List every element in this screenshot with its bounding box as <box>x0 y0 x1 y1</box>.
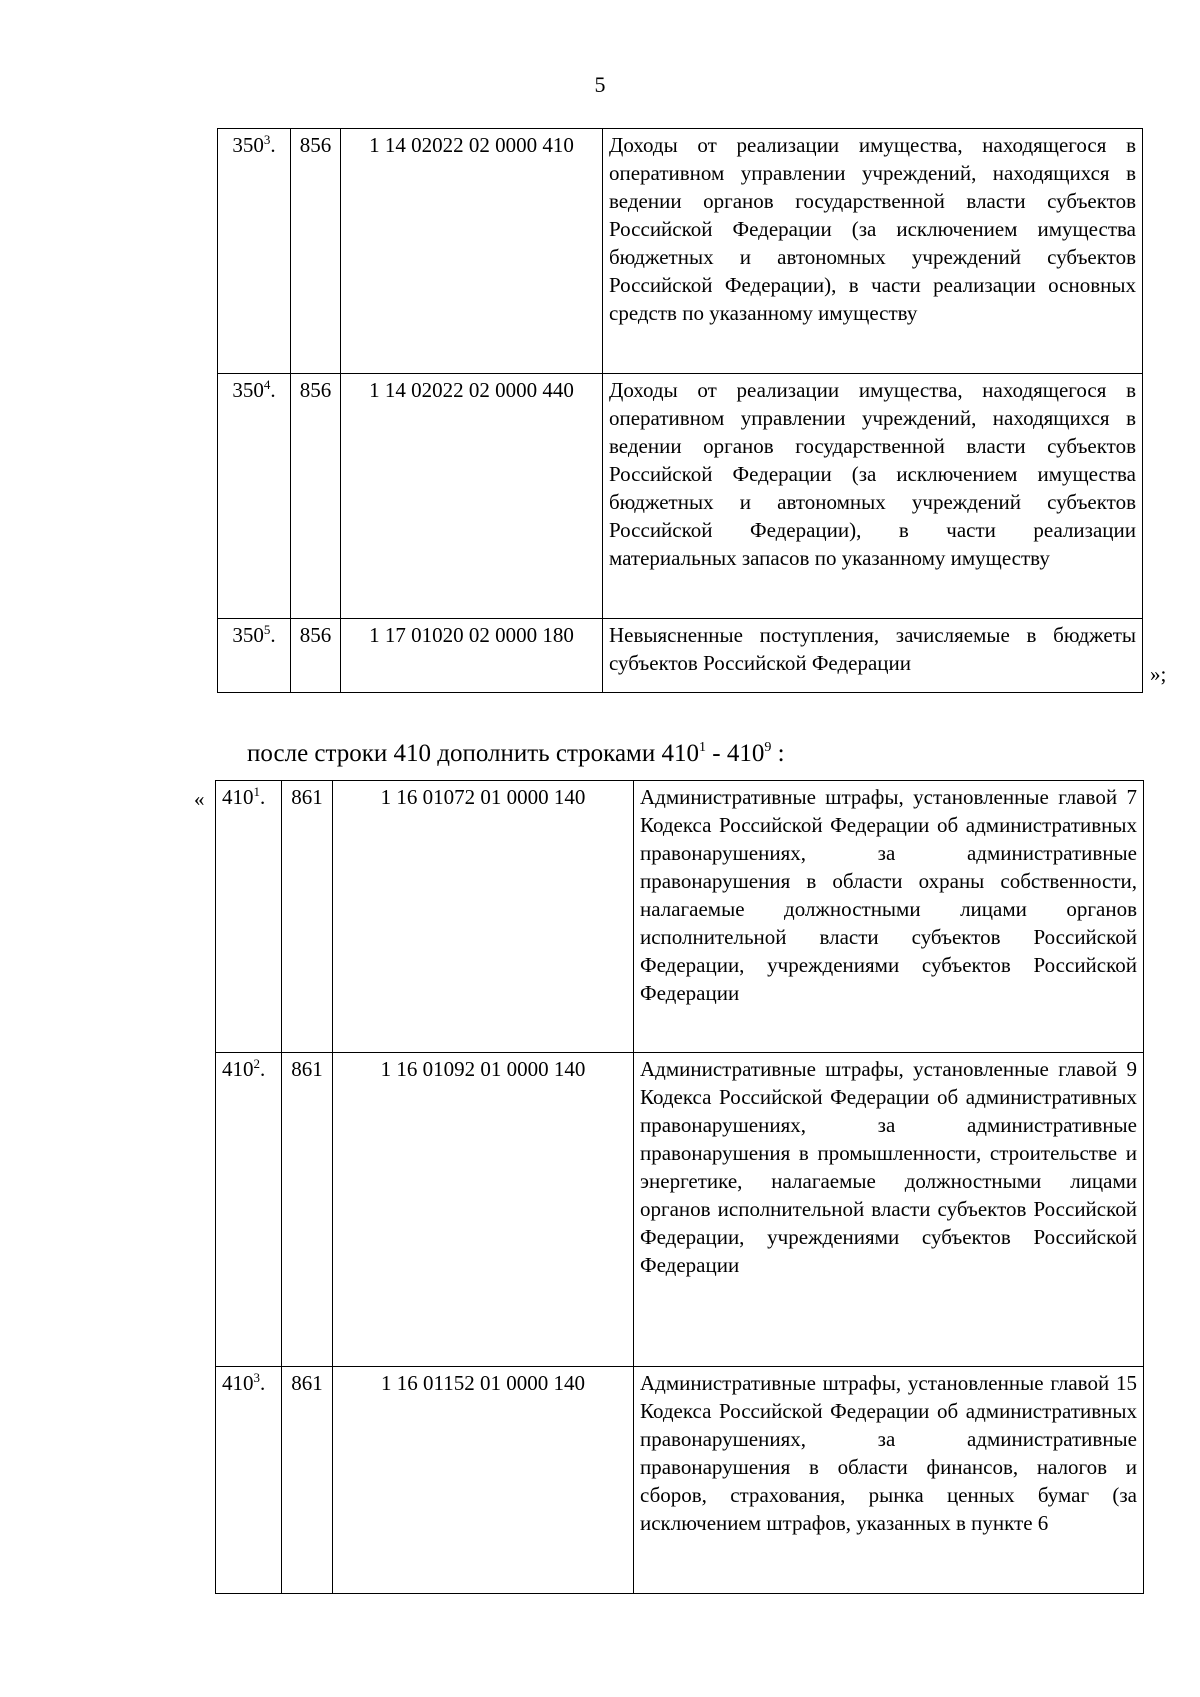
table-row <box>218 374 1143 619</box>
table-row <box>218 129 1143 374</box>
revenue-description: Невыясненные поступления, зачисляемые в бюджеты субъектов Российской Федерации <box>603 619 1143 693</box>
revenue-description: Административные штрафы, установленные главой 7 Кодекса Российской Федерации об административных правонарушениях, за административные правонарушения в области охраны собственности, налагаемые должностными лицами органов исполнительной власти субъектов Российской Федерации, учреждениями субъектов Российской Федерации <box>634 781 1144 1053</box>
row-number: $410^2$. <box>216 1053 282 1367</box>
revenue-description: Доходы от реализации имущества, находящегося в оперативном управлении учреждений, находящихся в ведении органов государственной власти субъектов Российской Федерации (за исключением имущества бюджетных и автономных учреждений субъектов Российской Федерации), в части реализации материальных запасов по указанному имуществу <box>603 374 1143 619</box>
revenue-table-350 <box>217 128 1143 693</box>
table-row <box>216 1367 1144 1594</box>
row-number: $410^1$. <box>216 781 282 1053</box>
admin-code: 861 <box>282 1367 333 1594</box>
revenue-description: Административные штрафы, установленные главой 15 Кодекса Российской Федерации об административных правонарушениях, за административные правонарушения в области финансов, налогов и сборов, страхования, рынка ценных бумаг (за исключением штрафов, указанных в пункте 6 <box>634 1367 1144 1594</box>
amendment-instruction: после строки 410 дополнить строками $410^1 - 410^9$ : <box>247 740 785 767</box>
revenue-table-410 <box>215 780 1144 1594</box>
revenue-description: Доходы от реализации имущества, находящегося в оперативном управлении учреждений, находящихся в ведении органов государственной власти субъектов Российской Федерации (за исключением имущества бюджетных и автономных учреждений субъектов Российской Федерации), в части реализации основных средств по указанному имуществу <box>603 129 1143 374</box>
kbk-code: 1 16 01092 01 0000 140 <box>333 1053 634 1367</box>
row-number: $410^3$. <box>216 1367 282 1594</box>
table-row <box>218 619 1143 693</box>
kbk-code: 1 14 02022 02 0000 440 <box>341 374 603 619</box>
opening-quote-mark: « <box>194 787 205 811</box>
table-row <box>216 1053 1144 1367</box>
table-row <box>216 781 1144 1053</box>
admin-code: 856 <box>291 619 341 693</box>
kbk-code: 1 16 01072 01 0000 140 <box>333 781 634 1053</box>
kbk-code: 1 14 02022 02 0000 410 <box>341 129 603 374</box>
admin-code: 856 <box>291 374 341 619</box>
kbk-code: 1 16 01152 01 0000 140 <box>333 1367 634 1594</box>
admin-code: 861 <box>282 1053 333 1367</box>
row-number: $350^5$. <box>218 619 291 693</box>
row-number: $350^4$. <box>218 374 291 619</box>
admin-code: 861 <box>282 781 333 1053</box>
closing-quote-mark: »; <box>1150 662 1167 686</box>
page-number: 5 <box>594 72 606 97</box>
admin-code: 856 <box>291 129 341 374</box>
row-number: $350^3$. <box>218 129 291 374</box>
revenue-description: Административные штрафы, установленные главой 9 Кодекса Российской Федерации об административных правонарушениях, за административные правонарушения в промышленности, строительстве и энергетике, налагаемые должностными лицами органов исполнительной власти субъектов Российской Федерации, учреждениями субъектов Российской Федерации <box>634 1053 1144 1367</box>
kbk-code: 1 17 01020 02 0000 180 <box>341 619 603 693</box>
